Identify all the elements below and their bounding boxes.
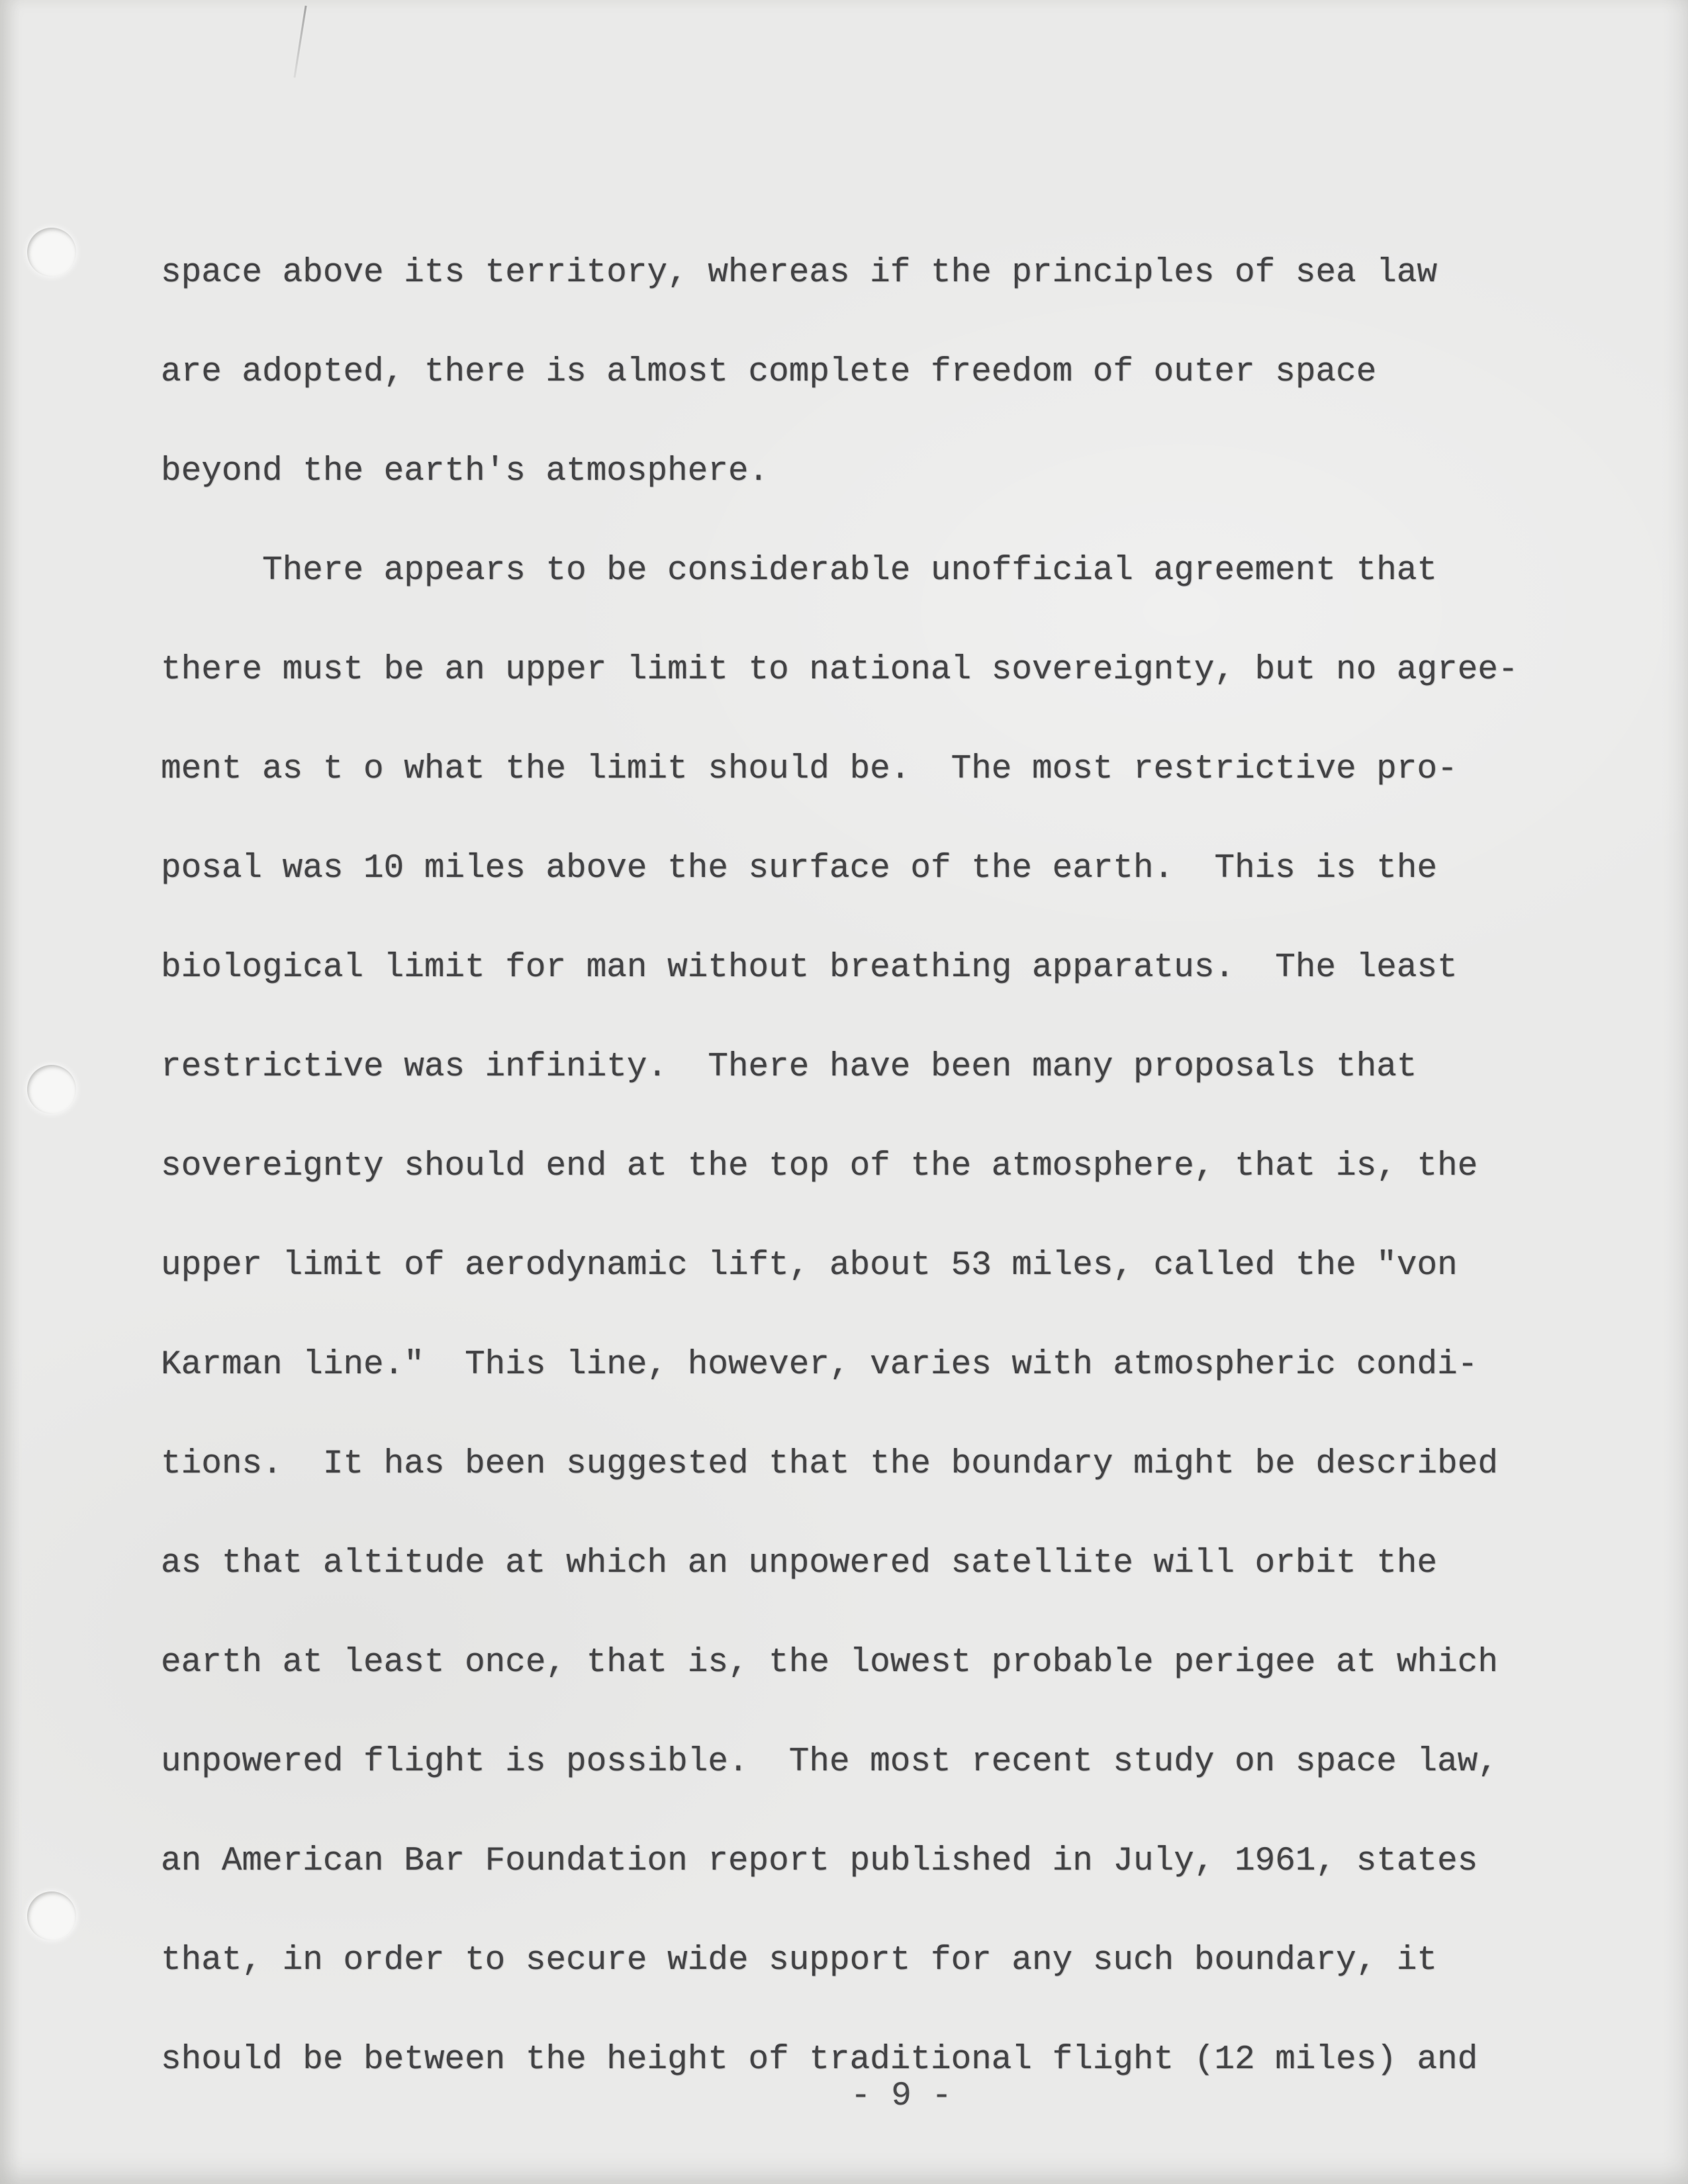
text-line: earth at least once, that is, the lowest probable perigee at which (161, 1644, 1498, 1682)
text-line: restrictive was infinity. There have been many proposals that (161, 1048, 1417, 1086)
text-line: as that altitude at which an unpowered satellite will orbit the (161, 1545, 1438, 1582)
text-line: ment as t o what the limit should be. The most restrictive pro- (161, 751, 1458, 788)
text-line: space above its territory, whereas if the principles of sea law (161, 254, 1438, 292)
punch-hole-middle (27, 1065, 76, 1114)
text-line: are adopted, there is almost complete freedom of outer space (161, 353, 1377, 391)
text-line: posal was 10 miles above the surface of the earth. This is the (161, 850, 1438, 887)
text-line: unpowered flight is possible. The most recent study on space law, (161, 1743, 1498, 1781)
text-line: biological limit for man without breathing apparatus. The least (161, 949, 1458, 987)
text-line: There appears to be considerable unofficial agreement that (161, 552, 1438, 590)
text-body (161, 224, 1518, 2110)
text-line: sovereignty should end at the top of the atmosphere, that is, the (161, 1148, 1478, 1185)
text-line: an American Bar Foundation report published in July, 1961, states (161, 1843, 1478, 1880)
text-line: beyond the earth's atmosphere. (161, 453, 769, 490)
text-line: there must be an upper limit to national sovereignty, but no agree- (161, 651, 1519, 689)
page-number: - 9 - (851, 2077, 953, 2115)
scratch-mark (293, 5, 306, 77)
text-line: upper limit of aerodynamic lift, about 53 miles, called the "von (161, 1247, 1458, 1285)
text-line: that, in order to secure wide support for any such boundary, it (161, 1942, 1438, 1979)
text-line: should be between the height of traditional flight (12 miles) and (161, 2041, 1478, 2079)
text-line: tions. It has been suggested that the boundary might be described (161, 1445, 1498, 1483)
text-line: Karman line." This line, however, varies with atmospheric condi- (161, 1346, 1478, 1384)
punch-hole-top (27, 228, 76, 277)
punch-hole-bottom (27, 1891, 76, 1940)
